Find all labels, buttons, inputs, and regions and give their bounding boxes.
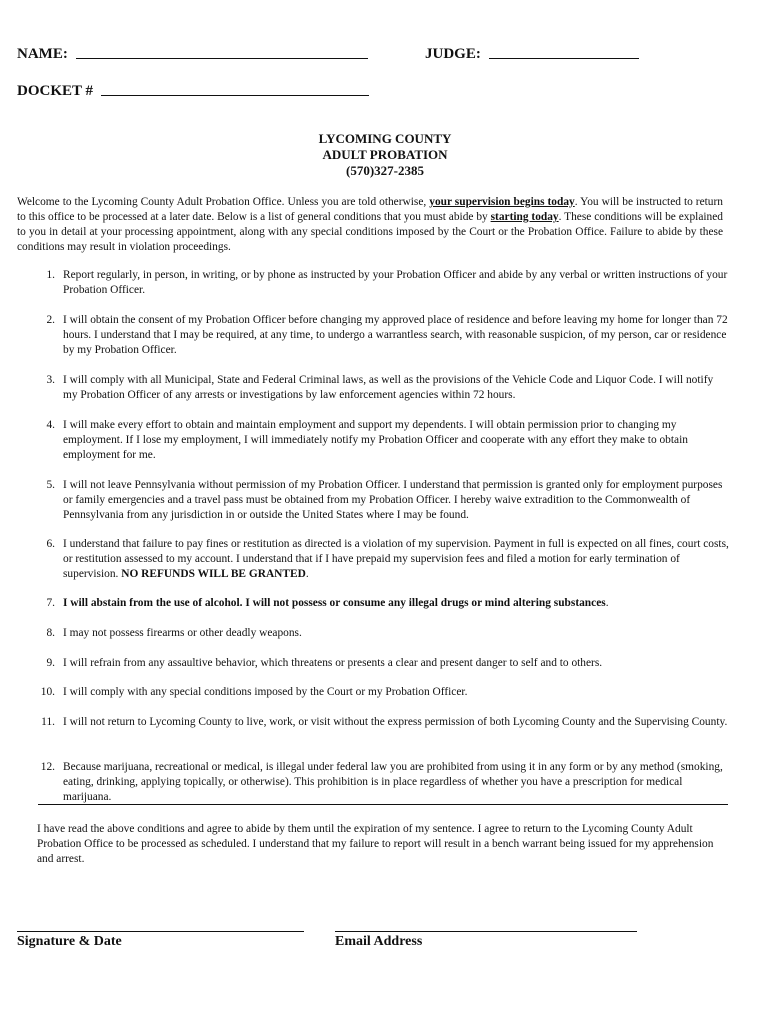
condition-item: [17, 656, 729, 671]
condition-text-body: I understand that failure to pay fines or restitution as directed is a violation of my supervision. Payment in full is expected on all fines, court costs, or restitution assessed to my account. I understand that if I have prepaid my supervision fees and filed a motion for early termination of supervision.: [63, 538, 729, 580]
condition-number: 12.: [40, 761, 55, 773]
header-county: LYCOMING COUNTY: [318, 131, 452, 146]
intro-emphasis-starting: starting today: [490, 211, 559, 223]
condition-number: 11.: [41, 716, 55, 728]
header-phone: (570)327-2385: [346, 163, 424, 178]
intro-text-3: . These conditions will be explained to you in detail at your processing appointment, along with any special conditions imposed by the Court or the Probation Office. Failure to abide by these conditions may result in violation proceedings.: [17, 211, 723, 253]
condition-number: 6.: [46, 538, 55, 550]
condition-text: I will obtain the consent of my Probation Officer before changing my approved place of residence and before leaving my home for longer than 72 hours. I understand that I may be required, at any time, to undergo a warrantless search, with reasonable suspicion, of my person, car or residence by my Probation Officer.: [63, 314, 728, 356]
judge-label: JUDGE:: [425, 46, 481, 62]
name-field[interactable]: [17, 46, 368, 63]
condition-text: I will comply with any special conditions imposed by the Court or my Probation Officer.: [63, 686, 468, 698]
condition-text: I will comply with all Municipal, State and Federal Criminal laws, as well as the provisions of the Vehicle Code and Liquor Code. I will notify my Probation Officer of any arrests or investigations by law enforcement agencies within 72 hours.: [63, 374, 714, 401]
name-input-line[interactable]: [76, 57, 368, 59]
condition-number: 1.: [46, 269, 55, 281]
condition-text-tail: .: [605, 597, 609, 609]
name-label: NAME:: [17, 46, 68, 62]
docket-label: DOCKET #: [17, 83, 93, 99]
judge-input-line[interactable]: [489, 57, 639, 59]
condition-text: I will refrain from any assaultive behavior, which threatens or presents a clear and present danger to self and to others.: [63, 657, 603, 669]
condition-text: [63, 596, 729, 611]
intro-emphasis-supervision: your supervision begins today: [429, 196, 575, 208]
condition-item: [17, 715, 729, 730]
signature-date-label: Signature & Date: [17, 934, 122, 949]
condition-number: 10.: [40, 686, 55, 698]
intro-text-1: Welcome to the Lycoming County Adult Probation Office. Unless you are told otherwise,: [17, 196, 430, 208]
condition-item: [17, 478, 729, 523]
condition-number: 5.: [46, 479, 55, 491]
condition-number: 3.: [46, 374, 55, 386]
section-divider: [38, 804, 728, 805]
alcohol-drugs-condition: I will abstain from the use of alcohol. I will not possess or consume any illegal drugs or mind altering substances: [63, 597, 606, 609]
docket-field[interactable]: [17, 83, 369, 100]
condition-number: 9.: [46, 657, 55, 669]
condition-text: Because marijuana, recreational or medical, is illegal under federal law you are prohibited from using it in any form or by any method (smoking, eating, drinking, applying topically, or otherwise). This prohibition is in place regardless of whether you have a prescription for medical marijuana.: [63, 761, 723, 803]
condition-number: 8.: [46, 627, 55, 639]
condition-item: [17, 268, 729, 298]
intro-paragraph: [17, 195, 723, 255]
condition-text: Report regularly, in person, in writing, or by phone as instructed by your Probation Officer and abide by any verbal or written instructions of your Probation Officer.: [63, 269, 728, 296]
condition-number: 7.: [46, 597, 55, 609]
email-line[interactable]: [335, 931, 637, 932]
condition-text: [63, 537, 729, 582]
condition-item: [17, 418, 729, 463]
condition-text: I will make every effort to obtain and maintain employment and support my dependents. I will obtain permission prior to changing my employment. If I lose my employment, I will immediately notify my Probation Officer and cooperate with any effort they make to obtain employment for me.: [63, 419, 688, 461]
condition-item: [17, 373, 729, 403]
email-address-label: Email Address: [335, 934, 423, 949]
intro-text-2: . You will be instructed to return to this office to be processed at a later date. Below is a list of general conditions that you must abide by: [17, 196, 723, 223]
condition-item: [17, 626, 729, 641]
signature-line[interactable]: [17, 931, 304, 932]
condition-item: [17, 596, 729, 611]
header-office: ADULT PROBATION: [322, 147, 448, 162]
judge-field[interactable]: [425, 46, 639, 63]
condition-text: I will not return to Lycoming County to live, work, or visit without the express permission of both Lycoming County and the Supervising County.: [63, 716, 728, 728]
condition-item: [17, 760, 729, 805]
no-refunds-notice: NO REFUNDS WILL BE GRANTED: [121, 568, 306, 580]
acknowledgement-paragraph: I have read the above conditions and agree to abide by them until the expiration of my sentence. I agree to return to the Lycoming County Adult Probation Office to be processed as scheduled. I understand that my failure to report will result in a bench warrant being issued for my apprehension and arrest.: [37, 823, 714, 865]
condition-text: I may not possess firearms or other deadly weapons.: [63, 627, 302, 639]
condition-item: [17, 313, 729, 358]
condition-number: 4.: [46, 419, 55, 431]
condition-item: [17, 685, 729, 700]
condition-text-tail: .: [305, 568, 309, 580]
office-header: [0, 131, 770, 179]
docket-input-line[interactable]: [101, 94, 369, 96]
condition-item: [17, 537, 729, 582]
condition-text: I will not leave Pennsylvania without permission of my Probation Officer. I understand that permission is granted only for employment purposes or family emergencies and a travel pass must be obtained from my Probation Officer. I hereby waive extradition to the Commonwealth of Pennsylvania from any jurisdiction in or outside the United States where I may be found.: [63, 479, 723, 521]
condition-number: 2.: [46, 314, 55, 326]
